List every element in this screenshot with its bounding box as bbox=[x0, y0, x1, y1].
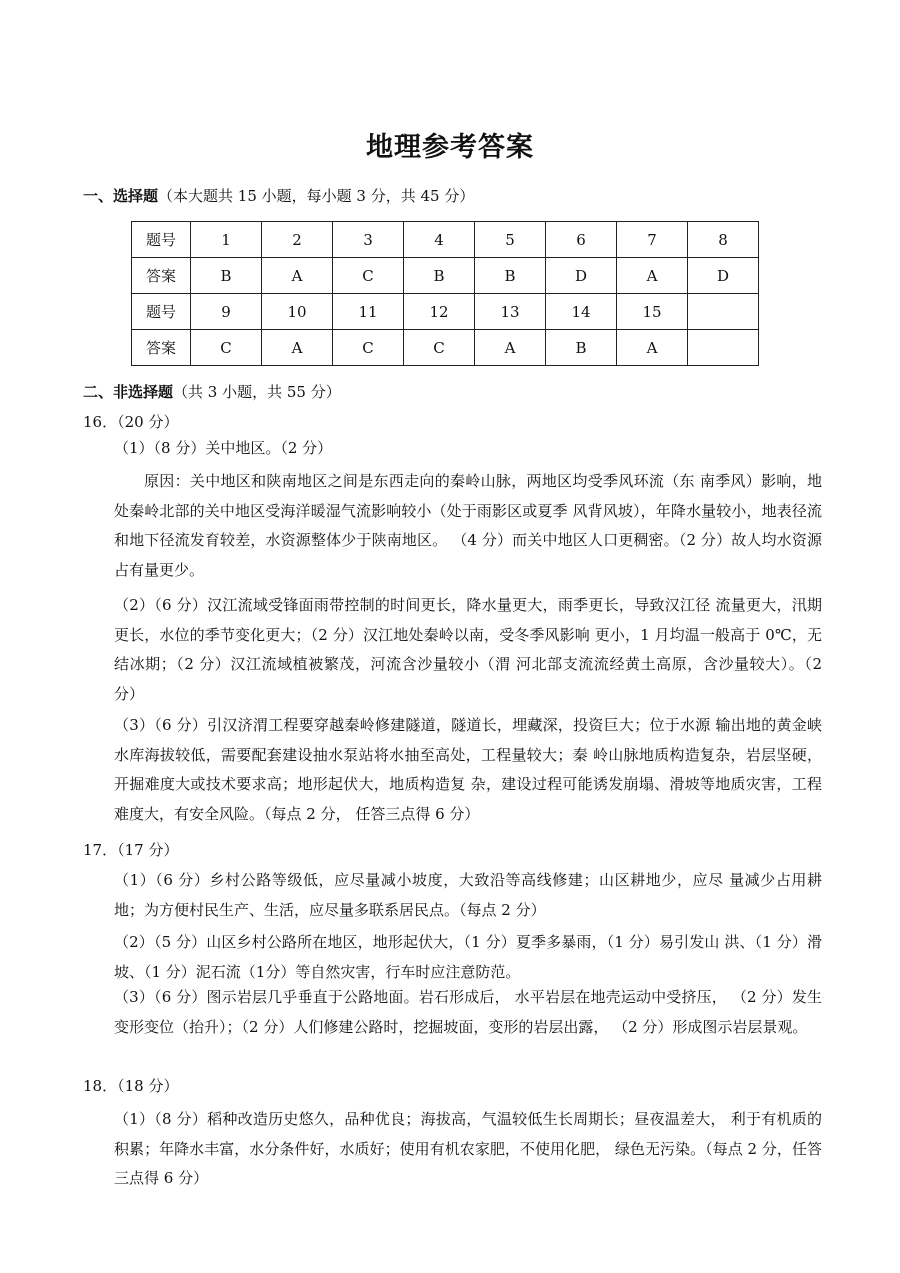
answer-cell: B bbox=[404, 258, 475, 294]
answer-cell: C bbox=[333, 330, 404, 366]
section-2-note: （共 3 小题，共 55 分） bbox=[173, 383, 341, 401]
question-18-label: 18．（18 分） bbox=[83, 1077, 179, 1095]
answer-table bbox=[131, 221, 759, 366]
question-number-cell: 14 bbox=[546, 294, 617, 330]
q16-part-2: （2）（6 分）汉江流域受锋面雨带控制的时间更长，降水量更大，雨季更长，导致汉江径 流量更大，汛期更长，水位的季节变化更大；（2 分）汉江地处秦岭以南，受冬季风影响 更小，1 月均温一般高于 0℃，无结冰期；（2 分）汉江流域植被繁茂，河流含沙量较小（渭 河北部支流流经黄土高原，含沙量较大）。（2 分） bbox=[114, 596, 822, 703]
q16-part-1: （1）（8 分）关中地区。（2 分） bbox=[114, 439, 333, 457]
question-number-cell: 5 bbox=[475, 222, 546, 258]
section-1-heading bbox=[83, 185, 474, 206]
question-number-cell: 15 bbox=[617, 294, 688, 330]
question-number-row bbox=[132, 222, 759, 258]
q17-part-2: （2）（5 分）山区乡村公路所在地区，地形起伏大，（1 分）夏季多暴雨，（1 分）易引发山 洪、（1 分）滑坡、（1 分）泥石流（1分）等自然灾害，行车时应注意防范。 bbox=[114, 933, 822, 981]
page-title: 地理参考答案 bbox=[366, 132, 534, 163]
answer-cell: D bbox=[546, 258, 617, 294]
question-17-label: 17．（17 分） bbox=[83, 841, 179, 859]
row-label-number: 题号 bbox=[132, 294, 191, 330]
section-1-title: 一、选择题 bbox=[83, 187, 159, 205]
question-number-cell: 8 bbox=[688, 222, 759, 258]
answer-cell: C bbox=[191, 330, 262, 366]
question-number-cell bbox=[688, 294, 759, 330]
section-2-title: 二、非选择题 bbox=[83, 383, 174, 401]
section-2-heading bbox=[83, 381, 341, 402]
question-number-cell: 2 bbox=[262, 222, 333, 258]
question-16-label: 16．（20 分） bbox=[83, 413, 179, 431]
answer-cell: A bbox=[262, 258, 333, 294]
answer-cell: A bbox=[617, 330, 688, 366]
answer-cell: B bbox=[546, 330, 617, 366]
answer-cell: C bbox=[404, 330, 475, 366]
answer-cell: A bbox=[262, 330, 333, 366]
question-number-cell: 11 bbox=[333, 294, 404, 330]
q16-part-3: （3）（6 分）引汉济渭工程要穿越秦岭修建隧道，隧道长，埋藏深，投资巨大；位于水源 输出地的黄金峡水库海拔较低，需要配套建设抽水泵站将水抽至高处，工程量较大；秦 岭山脉地质构造复杂，岩层坚硬，开掘难度大或技术要求高；地形起伏大，地质构造复 杂，建设过程可能诱发崩塌、滑坡等地质灾害，工程难度大，有安全风险。（每点 2 分， 任答三点得 6 分） bbox=[114, 716, 822, 823]
answer-cell: B bbox=[191, 258, 262, 294]
question-number-cell: 7 bbox=[617, 222, 688, 258]
question-number-cell: 4 bbox=[404, 222, 475, 258]
question-number-cell: 12 bbox=[404, 294, 475, 330]
question-number-cell: 1 bbox=[191, 222, 262, 258]
question-number-cell: 10 bbox=[262, 294, 333, 330]
row-label-number: 题号 bbox=[132, 222, 191, 258]
section-1-note: （本大题共 15 小题，每小题 3 分，共 45 分） bbox=[158, 187, 475, 205]
q16-part-1-reason: 原因：关中地区和陕南地区之间是东西走向的秦岭山脉，两地区均受季风环流（东 南季风）影响，地处秦岭北部的关中地区受海洋暖湿气流影响较小（处于雨影区或夏季 风背风坡），年降水量较小，地表径流和地下径流发育较差，水资源整体少于陕南地区。 （4 分）而关中地区人口更稠密。（2 分）故人均水资源占有量更少。 bbox=[114, 472, 822, 579]
question-number-cell: 3 bbox=[333, 222, 404, 258]
answer-cell: B bbox=[475, 258, 546, 294]
row-label-answer: 答案 bbox=[132, 330, 191, 366]
row-label-answer: 答案 bbox=[132, 258, 191, 294]
question-number-row bbox=[132, 294, 759, 330]
q17-part-1: （1）（6 分）乡村公路等级低，应尽量减小坡度，大致沿等高线修建；山区耕地少，应尽 量减少占用耕地；为方便村民生产、生活，应尽量多联系居民点。（每点 2 分） bbox=[114, 871, 822, 919]
answer-cell: C bbox=[333, 258, 404, 294]
answer-row bbox=[132, 258, 759, 294]
answer-cell bbox=[688, 330, 759, 366]
answer-cell: A bbox=[475, 330, 546, 366]
question-number-cell: 13 bbox=[475, 294, 546, 330]
answer-row bbox=[132, 330, 759, 366]
answer-cell: A bbox=[617, 258, 688, 294]
answer-cell: D bbox=[688, 258, 759, 294]
q17-part-3: （3）（6 分）图示岩层几乎垂直于公路地面。岩石形成后， 水平岩层在地壳运动中受挤压， （2 分）发生变形变位（抬升）；（2 分）人们修建公路时，挖掘坡面，变形的岩层出露， （2 分）形成图示岩层景观。 bbox=[114, 988, 822, 1036]
question-number-cell: 9 bbox=[191, 294, 262, 330]
question-number-cell: 6 bbox=[546, 222, 617, 258]
q18-part-1: （1）（8 分）稻种改造历史悠久，品种优良；海拔高，气温较低生长周期长；昼夜温差大， 利于有机质的积累；年降水丰富，水分条件好，水质好；使用有机农家肥，不使用化肥， 绿色无污染。（每点 2 分，任答三点得 6 分） bbox=[114, 1110, 822, 1187]
